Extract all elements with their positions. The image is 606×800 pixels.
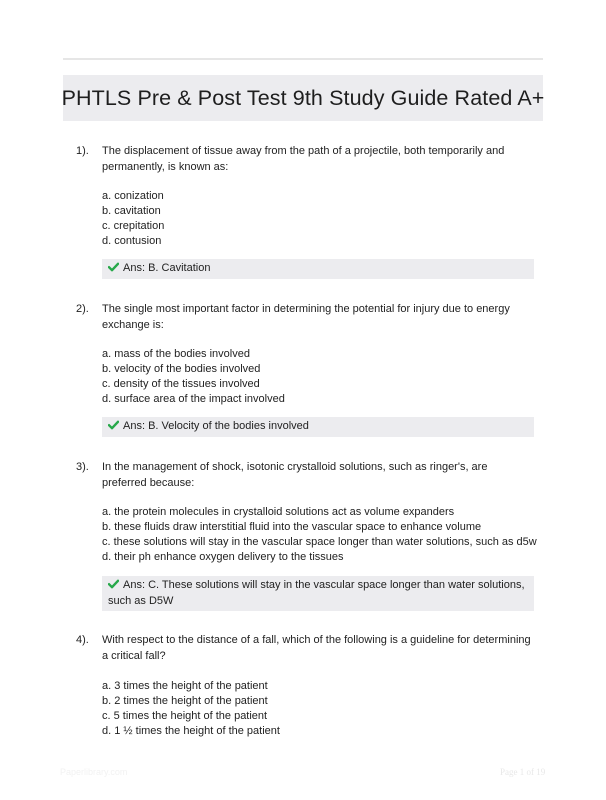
checkmark-icon — [108, 420, 119, 430]
option-d: d. 1 ½ times the height of the patient — [102, 725, 280, 737]
question-text: In the management of shock, isotonic crystalloid solutions, such as ringer's, are preferred because: — [102, 461, 488, 489]
option-d: d. their ph enhance oxygen delivery to the tissues — [102, 551, 344, 563]
page-number: Page 1 of 19 — [500, 767, 546, 777]
option-a: a. conization — [102, 190, 164, 202]
top-divider — [63, 58, 543, 60]
option-b: b. these fluids draw interstitial fluid into the vascular space to enhance volume — [102, 521, 482, 533]
option-b: b. 2 times the height of the patient — [102, 695, 268, 707]
question-text: With respect to the distance of a fall, which of the following is a guideline for determining a critical fall? — [102, 634, 531, 662]
checkmark-icon — [108, 579, 119, 589]
question-number: 4). — [76, 634, 89, 646]
option-c: c. crepitation — [102, 220, 165, 232]
option-a: a. mass of the bodies involved — [102, 348, 250, 360]
option-c: c. these solutions will stay in the vascular space longer than water solutions, such as d5w — [102, 536, 537, 548]
footer-watermark: Paperlibrary.com — [60, 767, 128, 777]
question-number: 3). — [76, 461, 89, 473]
options-list — [102, 347, 285, 407]
option-b: b. velocity of the bodies involved — [102, 363, 261, 375]
question-number: 2). — [76, 303, 89, 315]
option-c: c. 5 times the height of the patient — [102, 710, 268, 722]
answer-box — [102, 417, 534, 437]
options-list — [102, 679, 280, 739]
checkmark-icon — [108, 262, 119, 272]
answer-box — [102, 259, 534, 279]
title-banner — [63, 75, 543, 121]
option-d: d. contusion — [102, 235, 162, 247]
answer-text: Ans: C. These solutions will stay in the vascular space longer than water solutions, such as D5W — [108, 579, 525, 607]
question-number: 1). — [76, 145, 89, 157]
answer-text: Ans: B. Cavitation — [123, 262, 211, 274]
question-text: The displacement of tissue away from the path of a projectile, both temporarily and permanently, is known as: — [102, 145, 505, 173]
option-d: d. surface area of the impact involved — [102, 393, 285, 405]
option-a: a. the protein molecules in crystalloid solutions act as volume expanders — [102, 506, 455, 518]
page-title: PHTLS Pre & Post Test 9th Study Guide Rated A+ — [61, 85, 545, 110]
option-c: c. density of the tissues involved — [102, 378, 260, 390]
answer-box — [102, 576, 534, 611]
option-b: b. cavitation — [102, 205, 161, 217]
options-list — [102, 505, 537, 565]
options-list — [102, 189, 164, 249]
question-text: The single most important factor in determining the potential for injury due to energy exchange is: — [102, 303, 510, 331]
option-a: a. 3 times the height of the patient — [102, 680, 268, 692]
answer-text: Ans: B. Velocity of the bodies involved — [123, 420, 309, 432]
